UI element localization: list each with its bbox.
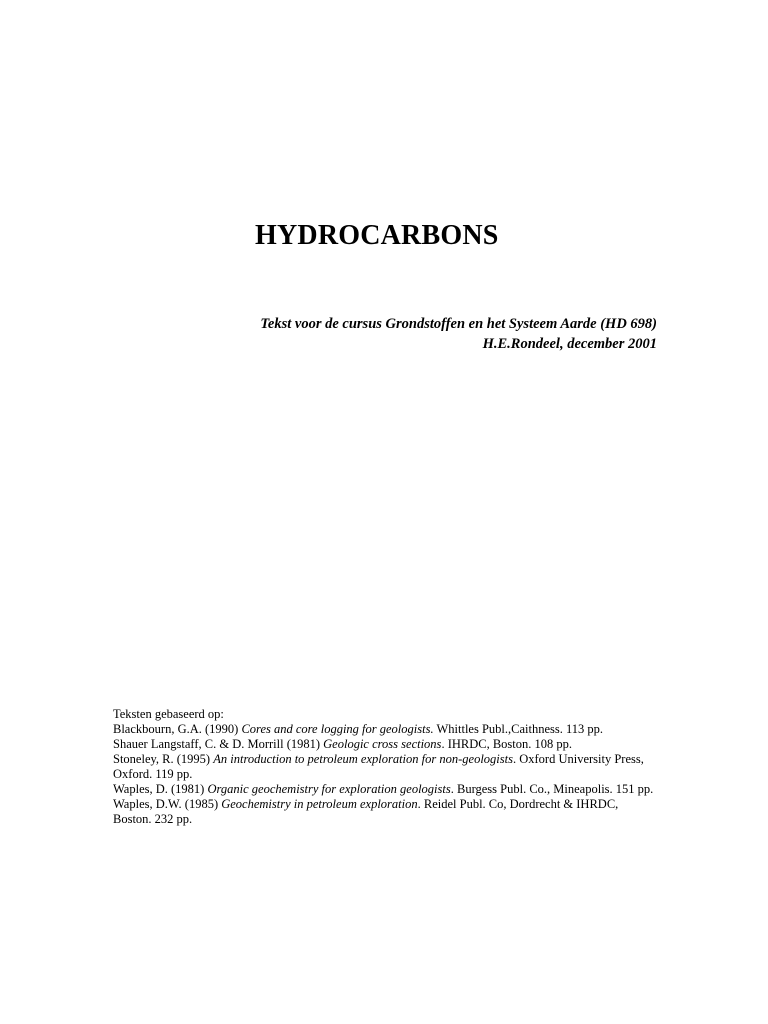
reference-item bbox=[113, 752, 658, 782]
reference-publisher: . Reidel Publ. Co, Dordrecht & IHRDC, Boston. 232 pp. bbox=[113, 797, 619, 826]
reference-authors: Blackbourn, G.A. (1990) bbox=[113, 722, 242, 736]
reference-publisher: . IHRDC, Boston. 108 pp. bbox=[441, 737, 573, 751]
author-date: H.E.Rondeel, december 2001 bbox=[482, 336, 657, 352]
reference-title: An introduction to petroleum exploration for non-geologists bbox=[213, 752, 513, 766]
reference-publisher: . Burgess Publ. Co., Mineapolis. 151 pp. bbox=[450, 782, 654, 796]
reference-item bbox=[113, 722, 658, 737]
reference-title: Cores and core logging for geologists. bbox=[241, 722, 434, 736]
reference-authors: Waples, D.W. (1985) bbox=[113, 797, 222, 811]
reference-title: Geologic cross sections bbox=[323, 737, 442, 751]
reference-authors: Shauer Langstaff, C. & D. Morrill (1981) bbox=[113, 737, 324, 751]
references-section bbox=[113, 707, 658, 827]
reference-item bbox=[113, 782, 658, 797]
reference-title: Geochemistry in petroleum exploration bbox=[221, 797, 418, 811]
course-subtitle: Tekst voor de cursus Grondstoffen en het Systeem Aarde (HD 698) bbox=[260, 316, 657, 332]
reference-authors: Waples, D. (1981) bbox=[113, 782, 208, 796]
references-intro: Teksten gebaseerd op: bbox=[113, 707, 224, 721]
document-title: HYDROCARBONS bbox=[255, 220, 499, 251]
reference-publisher: Whittles Publ.,Caithness. 113 pp. bbox=[433, 722, 604, 736]
reference-authors: Stoneley, R. (1995) bbox=[113, 752, 214, 766]
reference-title: Organic geochemistry for exploration geologists bbox=[207, 782, 451, 796]
reference-publisher: . Oxford University Press, Oxford. 119 pp. bbox=[113, 752, 644, 781]
reference-item bbox=[113, 797, 658, 827]
subtitle-block bbox=[200, 314, 657, 354]
reference-item bbox=[113, 737, 658, 752]
